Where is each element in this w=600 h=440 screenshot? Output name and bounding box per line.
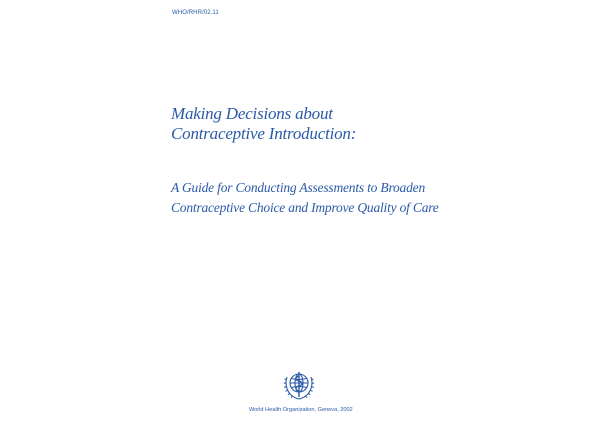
main-title-line-1: Making Decisions about (171, 104, 333, 123)
main-title-line-2: Contraceptive Introduction: (171, 124, 357, 143)
subtitle-line-2: Contraceptive Choice and Improve Quality of Care (171, 200, 439, 215)
main-title (171, 104, 356, 144)
subtitle-line-1: A Guide for Conducting Assessments to Broaden (171, 180, 425, 195)
document-code: WHO/RHR/02.11 (172, 10, 219, 16)
publisher-line: World Health Organization, Geneva, 2002 (249, 407, 353, 413)
subtitle (171, 178, 439, 218)
who-emblem-icon (281, 367, 317, 403)
